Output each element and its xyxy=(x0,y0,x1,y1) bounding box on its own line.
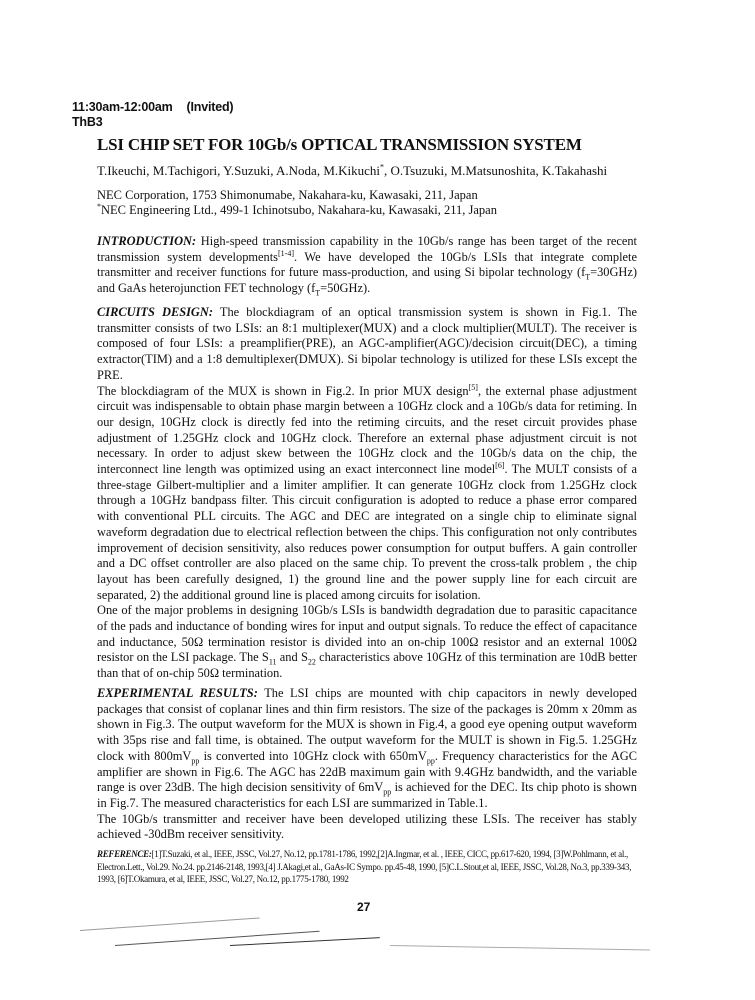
body-text: . We have developed the 10Gb/s LSIs that integrate complete transmitter and receiver functions for future mass-production, and using Si bipolar technology (f xyxy=(97,249,637,280)
citation: [5] xyxy=(468,382,478,392)
subscript: pp xyxy=(426,756,435,766)
scan-artifact-line xyxy=(230,937,380,946)
affiliation-star: * xyxy=(380,162,385,172)
section-heading: EXPERIMENTAL RESULTS: xyxy=(97,686,258,700)
subscript: T xyxy=(585,272,591,282)
body-text: is converted into 10GHz clock with 650mV xyxy=(199,748,427,763)
scan-artifact-line xyxy=(115,931,320,946)
body-text: High-speed transmission capability in the 10Gb/s range has been target of the recent transmission system developments xyxy=(97,234,637,264)
affiliations xyxy=(97,188,497,218)
subscript: pp xyxy=(191,756,200,766)
body-text: The LSI chips are mounted with chip capacitors in newly developed packages that consist of coplanar lines and thin firm resistors. The size of the packages is 20mm x 20mm as shown in Fig.3. The output waveform for the MUX is shown in Fig.4, a good eye opening output waveform with 35ps rise and fall time, is obtained. The output waveform for the MULT is shown in Fig.5. 1.25GHz clock with 800mV xyxy=(97,686,637,763)
body-text: =30GHz) and GaAs heterojunction FET technology (f xyxy=(97,265,637,296)
page-number: 27 xyxy=(357,900,371,914)
body-text: . The MULT consists of a three-stage Gilbert-multiplier and a limiter amplifier. It can generate 10GHz clock from 1.25GHz clock through a 10GHz bandpass filter. This circuit configuration is adopted to reduce a phase error compared with conventional PLL circuits. The AGC and DEC are integrated on a single chip to eliminate signal waveform degradation due to electrical reflection between the chips. This configuration not only contributes improvement of decision sensitivity, also reduces power consumption for output buffers. A gain controller and a DC offset controller are also placed on the same chip. To prevent the cross-talk problem , the chip layout has been carefully designed, 1) the ground line and the power supply line for each circuit are separated, 2) the additional ground line is placed among circuits for isolation. xyxy=(97,462,637,602)
body-text: , the external phase adjustment circuit was indispensable to obtain phase margin between a 10GHz clock and a 10Gb/s data for retiming. In our design, 10GHz clock is directly fed into the retiming circuits, and the reset circuit provides phase adjustment of 1.25GHz clock and 10GHz clock. Therefore an external phase adjustment circuit is not necessary. In order to adjust skew between the 10GHz clock and the 10Gb/s data on the chip, the interconnect line length was optimized using an exact interconnect line model xyxy=(97,383,637,477)
subscript: 11 xyxy=(268,657,277,667)
scan-artifact-line xyxy=(80,917,260,931)
references-heading: REFERENCE: xyxy=(97,849,152,859)
body-text: is achieved for the DEC. Its chip photo is shown in Fig.7. The measured characteristics for each LSI are summarized in Table.1. xyxy=(97,780,637,810)
body-text: characteristics above 10GHz of this termination are 10dB better than that of on-chip 50Ω termination. xyxy=(97,650,637,681)
citation: [1-4] xyxy=(277,248,294,258)
session-type: (Invited) xyxy=(186,100,234,114)
session-time: 11:30am-12:00am xyxy=(72,100,173,114)
body-text: . Frequency characteristics for the AGC amplifier are shown in Fig.6. The AGC has 22dB maximum gain with 9.4GHz bandwidth, and the variable range is over 23dB. The high decision sensitivity of 6mV xyxy=(97,748,637,795)
references-text: [1]T.Suzaki, et al., IEEE, JSSC, Vol.27, No.12, pp.1781-1786, 1992,[2]A.Ingmar, et al. , IEEE, CICC, pp.617-620, 1994, [3]W.Pohlmann, et al., Electron.Lett., Vol.29. No.24. pp.2146-2148, 1993,[4] J.Akagi,et al., GaAs-IC Sympo. pp.45-48, 1990, [5]C.L.Stout,et al, IEEE, JSSC, Vol.28, No.3, pp.339-343, 1993, [6]T.Okamura, et al, IEEE, JSSC, Vol.27, No.12, pp.1775-1780, 1992 xyxy=(97,849,632,884)
subscript: T xyxy=(315,288,321,298)
body-text: The 10Gb/s transmitter and receiver have been developed utilizing these LSIs. The receiver has stably achieved -30dBm receiver sensitivity. xyxy=(97,811,637,842)
experimental-results-section xyxy=(97,686,637,843)
authors-part-2: , O.Tsuzuki, M.Matsunoshita, K.Takahashi xyxy=(384,163,608,178)
paper-title: LSI CHIP SET FOR 10Gb/s OPTICAL TRANSMISSION SYSTEM xyxy=(97,135,582,154)
affiliation-text: NEC Engineering Ltd., 499-1 Ichinotsubo, Nakahara-ku, Kawasaki, 211, Japan xyxy=(101,203,497,217)
body-text: and S xyxy=(276,650,308,665)
session-code: ThB3 xyxy=(72,115,103,129)
body-text: The blockdiagram of an optical transmission system is shown in Fig.1. The transmitter consists of two LSIs: an 8:1 multiplexer(MUX) and a clock multiplier(MULT). The receiver is composed of four LSIs: a preamplifier(PRE), an AGC-amplifier(AGC)/decision circuit(DEC), a timing extractor(TIM) and a 1:8 demultiplexer(DMUX). Si bipolar technology is utilized for these LSIs except the PRE. xyxy=(97,305,637,382)
subscript: 22 xyxy=(307,657,316,667)
affiliation-nec-eng xyxy=(97,203,497,218)
authors-part-1: T.Ikeuchi, M.Tachigori, Y.Suzuki, A.Noda, M.Kikuchi xyxy=(97,163,381,178)
body-text: One of the major problems in designing 10Gb/s LSIs is bandwidth degradation due to parasitic capacitance of the pads and inductance of bonding wires for input and output signals. To reduce the effect of capacitance and inductance, 50Ω termination resistor is divided into an on-chip 100Ω resistor and an external 100Ω resistor on the LSI package. The S xyxy=(97,603,637,665)
affiliation-nec-corp: NEC Corporation, 1753 Shimonumabe, Nakahara-ku, Kawasaki, 211, Japan xyxy=(97,188,478,202)
scan-artifact-line xyxy=(390,945,650,951)
author-list xyxy=(97,163,607,179)
body-text: The blockdiagram of the MUX is shown in Fig.2. In prior MUX design xyxy=(97,383,469,398)
section-heading: INTRODUCTION: xyxy=(97,234,197,248)
section-heading: CIRCUITS DESIGN: xyxy=(97,305,213,319)
citation: [6] xyxy=(495,460,505,470)
subscript: pp xyxy=(383,787,392,797)
circuits-design-section xyxy=(97,305,637,682)
introduction-section xyxy=(97,234,637,297)
session-info xyxy=(72,100,233,130)
references xyxy=(97,848,637,886)
affiliation-star: * xyxy=(97,201,101,211)
body-text: =50GHz). xyxy=(320,281,371,296)
